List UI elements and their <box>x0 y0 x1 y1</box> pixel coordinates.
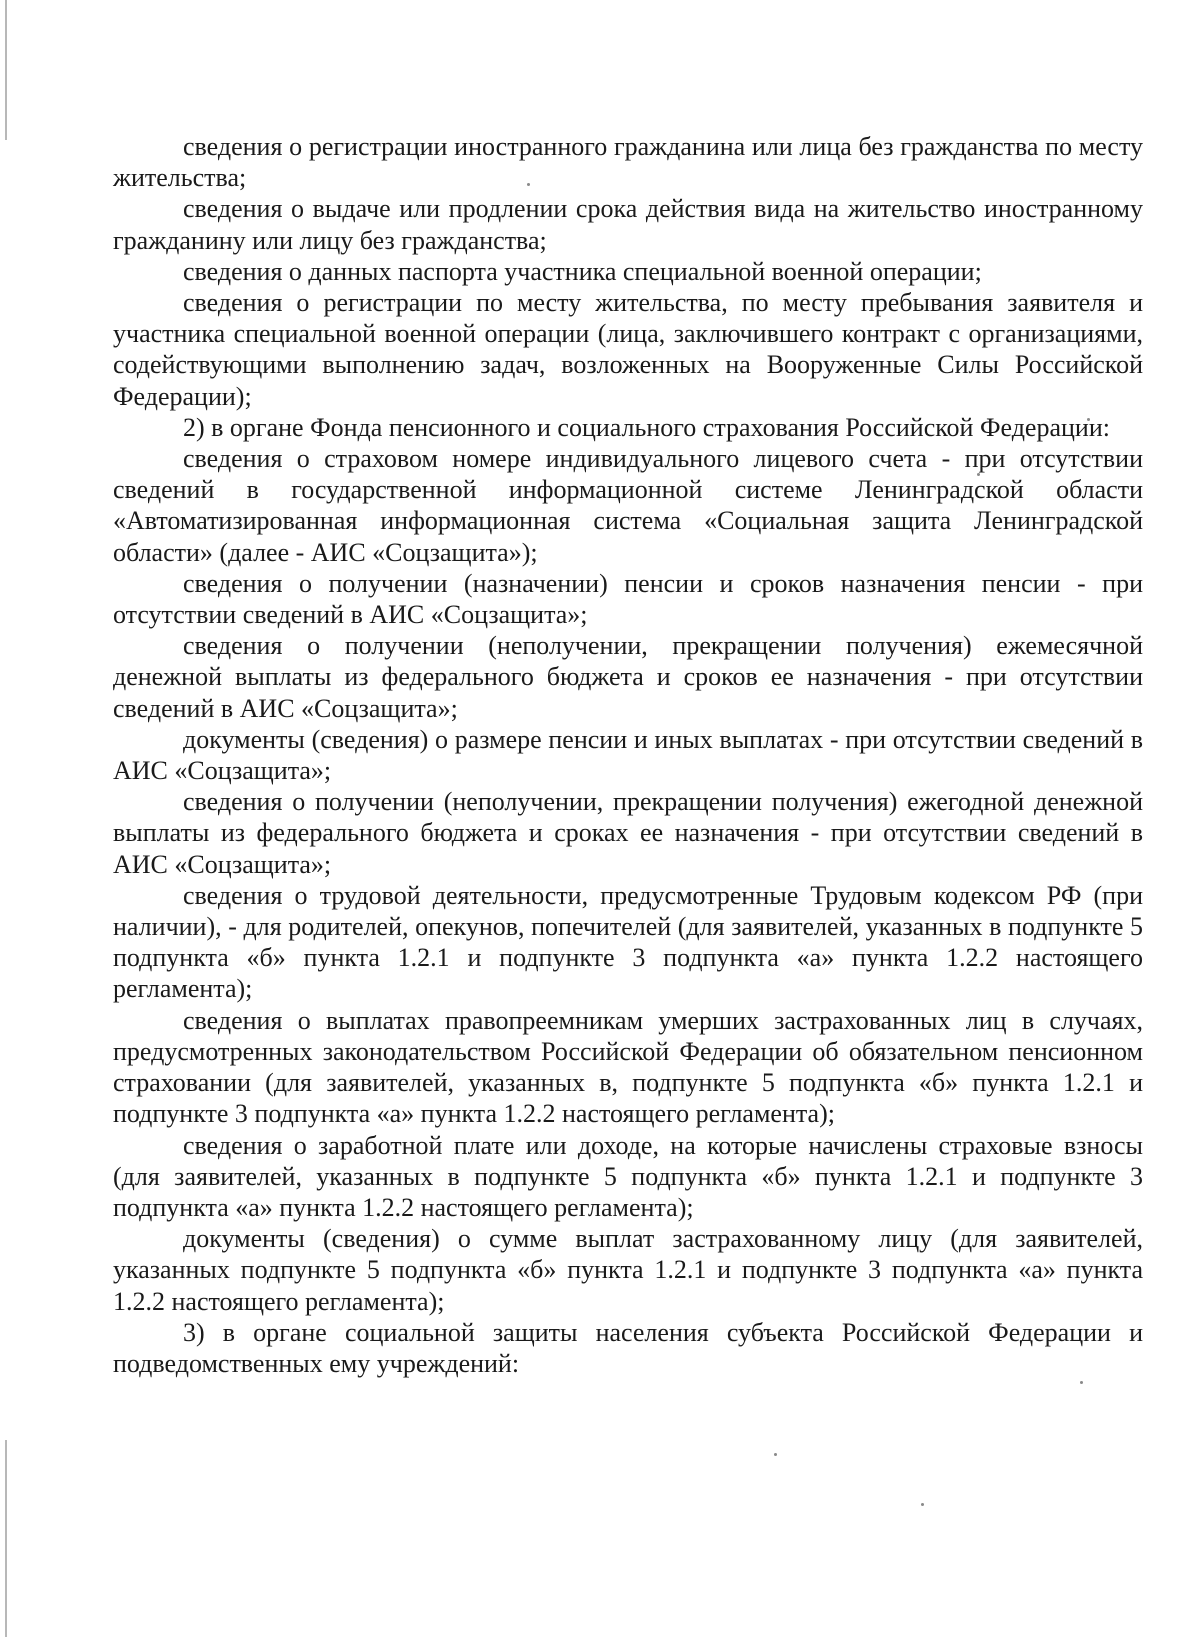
paragraph-insured-payments: документы (сведения) о сумме выплат застрахованному лицу (для заявителей, указанных подпункте 5 подпункта «б» пункта 1.2.1 и подпункте 3 подпункта «а» пункта 1.2.2 настоящего регламента); <box>113 1224 1143 1316</box>
paragraph-residence-permit: сведения о выдаче или продлении срока действия вида на жительство иностранному гражданину или лицу без гражданства; <box>113 194 1143 255</box>
paragraph-pension-amount: документы (сведения) о размере пенсии и иных выплатах - при отсутствии сведений в АИС «Соцзащита»; <box>113 724 1143 786</box>
scan-speck <box>774 1453 777 1456</box>
paragraph-foreign-citizen-registration: сведения о регистрации иностранного гражданина или лица без гражданства по месту жительства; <box>113 132 1143 193</box>
paragraph-successor-payments: сведения о выплатах правопреемникам умерших застрахованных лиц в случаях, предусмотренных законодательством Российской Федерации об обязательном пенсионном страховании (для заявителей, указанных в, подпункте 5 подпункта «б» пункта 1.2.1 и подпункте 3 подпункта «а» пункта 1.2.2 настоящего регламента); <box>113 1005 1143 1129</box>
paragraph-pension-receipt: сведения о получении (назначении) пенсии и сроков назначения пенсии - при отсутствии сведений в АИС «Соцзащита»; <box>113 568 1143 630</box>
paragraph-monthly-payment: сведения о получении (неполучении, прекращении получения) ежемесячной денежной выплаты из федерального бюджета и сроков ее назначения - при отсутствии сведений в АИС «Соцзащита»; <box>113 631 1143 723</box>
paragraph-salary-income: сведения о заработной плате или доходе, на которые начислены страховые взносы (для заявителей, указанных в подпункте 5 подпункта «б» пункта 1.2.1 и подпункте 3 подпункта «а» пункта 1.2.2 настоящего регламента); <box>113 1130 1143 1222</box>
scan-speck <box>1080 1381 1083 1384</box>
paragraph-labor-activity: сведения о трудовой деятельности, предусмотренные Трудовым кодексом РФ (при наличии), - для родителей, опекунов, попечителей (для заявителей, указанных в подпункте 5 подпункта «б» пункта 1.2.1 и подпункте 3 подпункта «а» пункта 1.2.2 настоящего регламента); <box>113 880 1143 1004</box>
document-body <box>113 131 1143 1379</box>
paragraph-residence-registration: сведения о регистрации по месту жительства, по месту пребывания заявителя и участника специальной военной операции (лица, заключившего контракт с организациями, содействующими выполнению задач, возложенных на Вооруженные Силы Российской Федерации); <box>113 288 1143 411</box>
paragraph-annual-payment: сведения о получении (неполучении, прекращении получения) ежегодной денежной выплаты из федерального бюджета и сроках ее назначения - при отсутствии сведений в АИС «Соцзащита»; <box>113 787 1143 879</box>
scan-left-edge-mark <box>5 0 7 140</box>
paragraph-insurance-number: сведения о страховом номере индивидуального лицевого счета - при отсутствии сведений в государственной информационной системе Ленинградской области «Автоматизированная информационная система «Социальная защита Ленинградской области» (далее - АИС «Соцзащита»); <box>113 444 1143 567</box>
paragraph-social-protection-heading: 3) в органе социальной защиты населения субъекта Российской Федерации и подведомственных ему учреждений: <box>113 1317 1143 1378</box>
scan-left-edge-mark <box>5 1440 7 1637</box>
paragraph-passport-data: сведения о данных паспорта участника специальной военной операции; <box>183 256 982 286</box>
scan-speck <box>921 1503 924 1506</box>
paragraph-pension-fund-heading: 2) в органе Фонда пенсионного и социального страхования Российской Федерации: <box>183 412 1110 442</box>
